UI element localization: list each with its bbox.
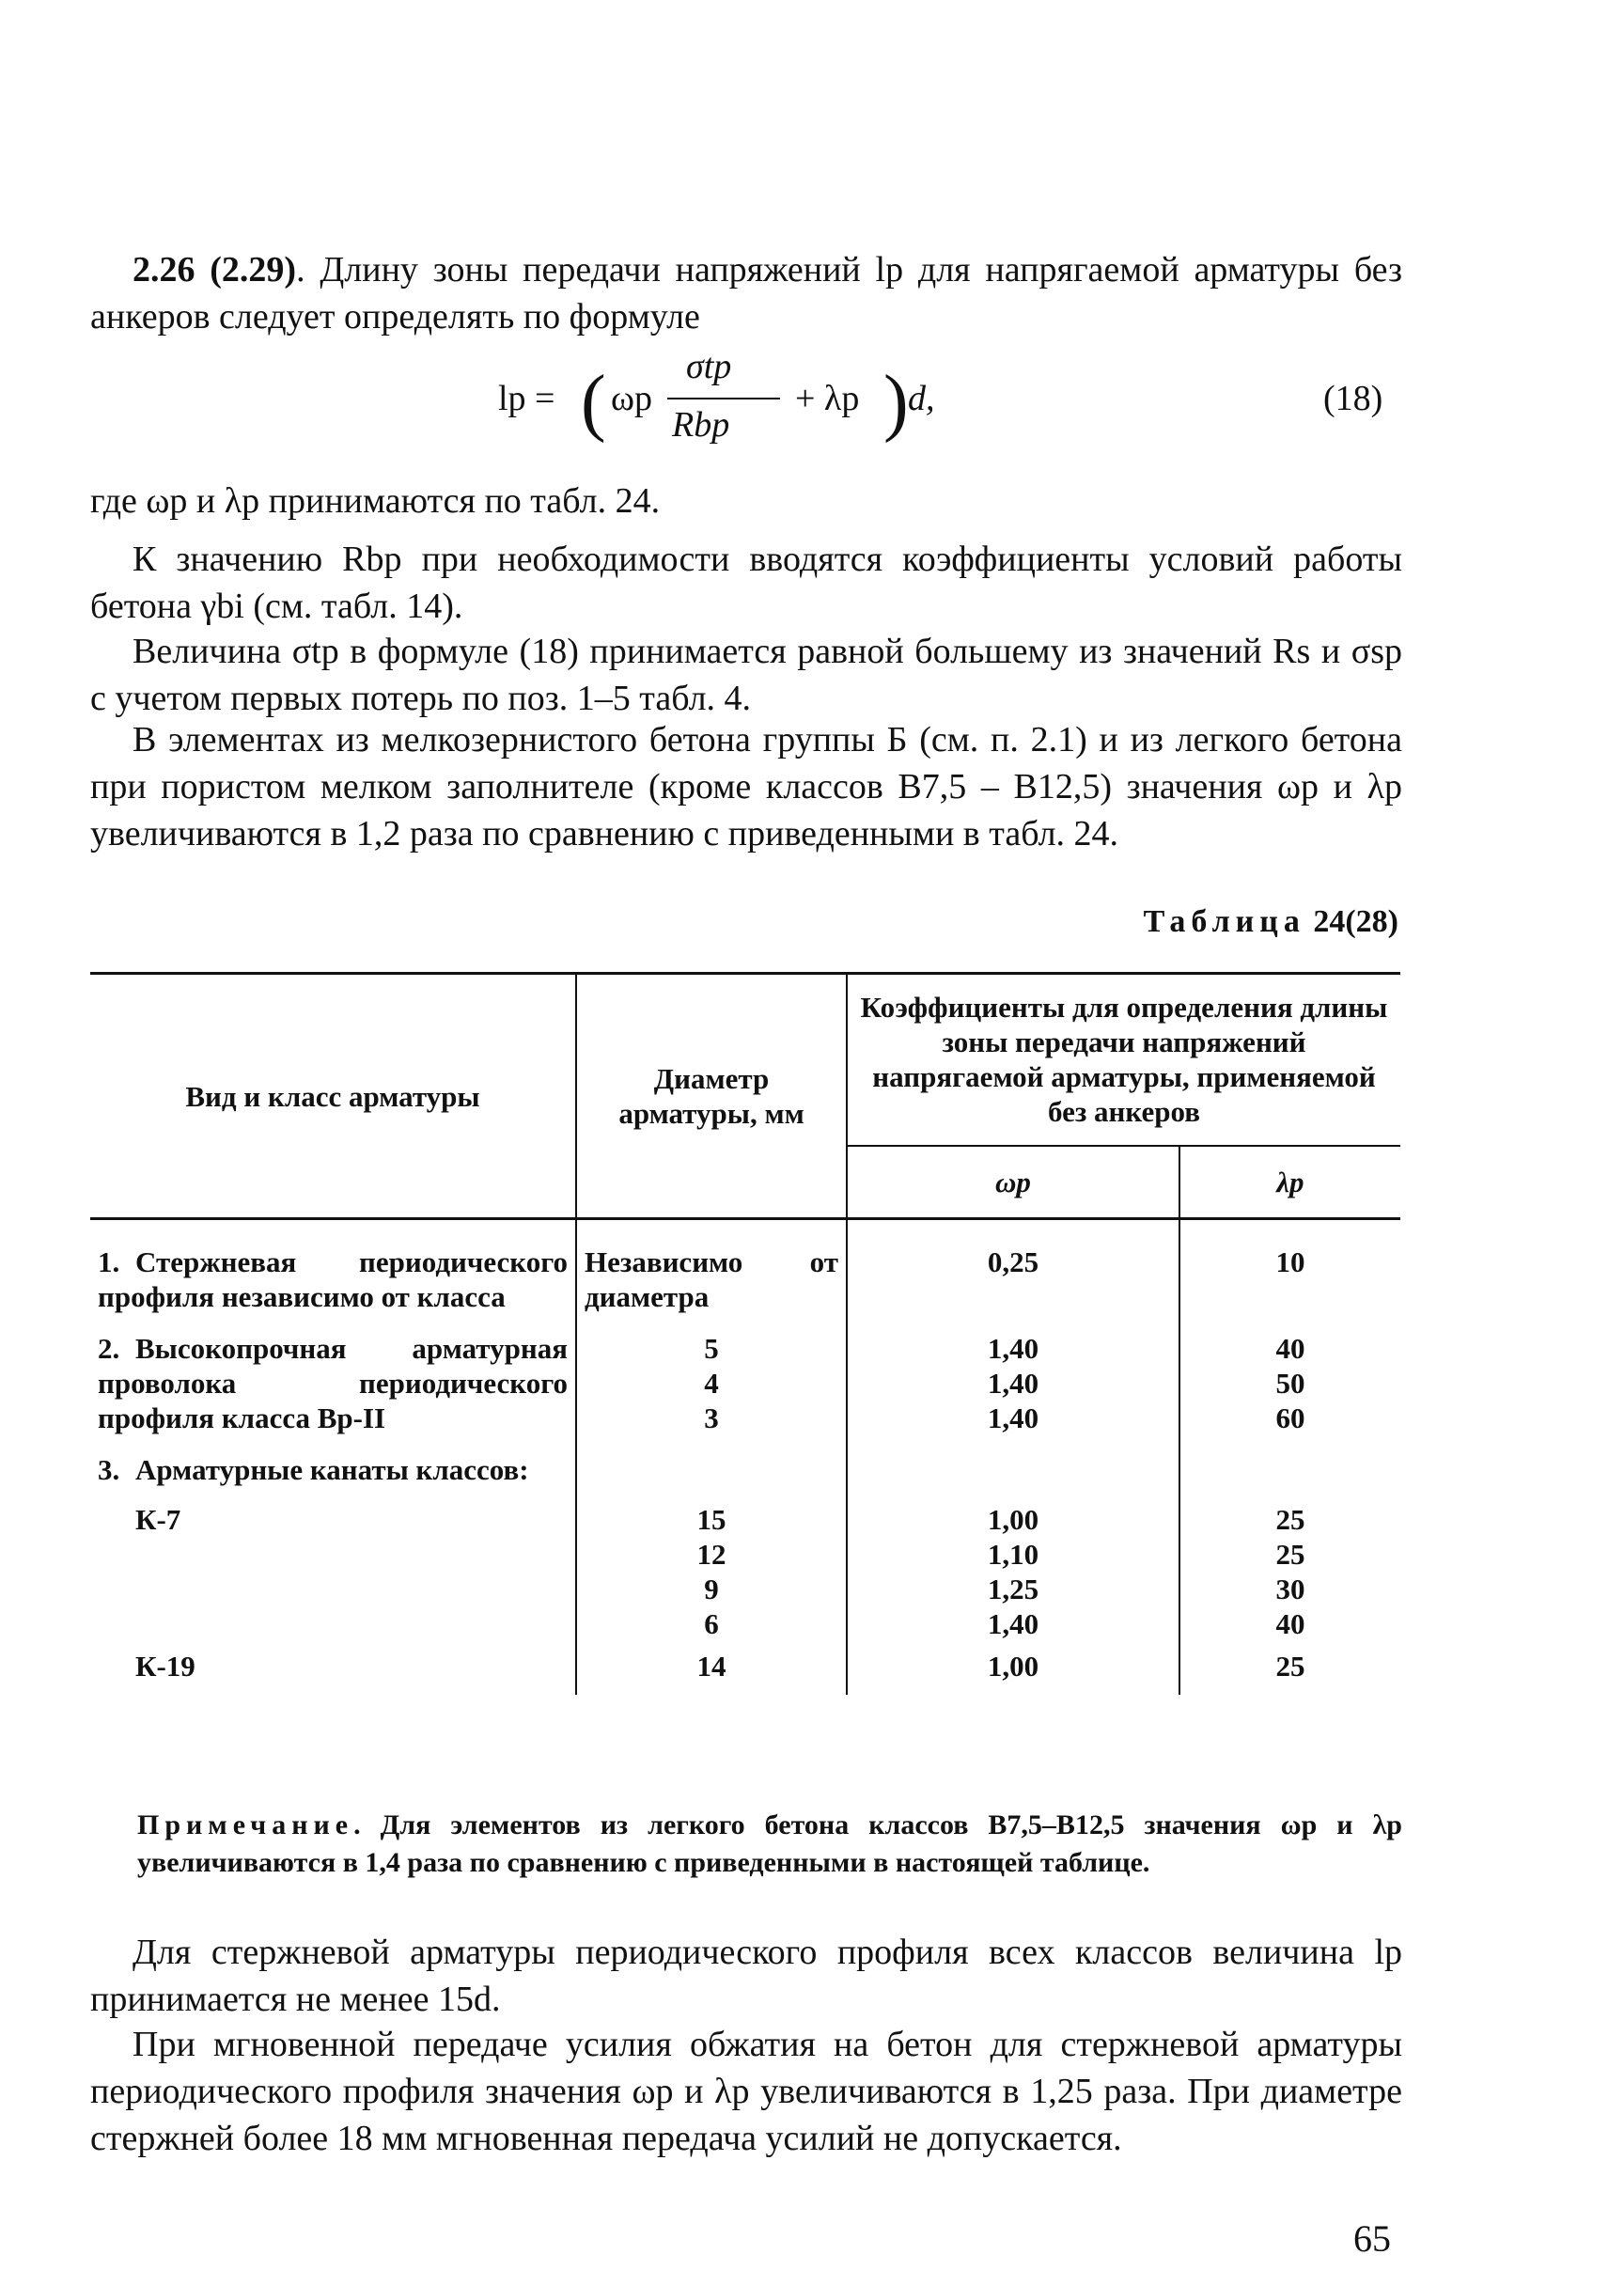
table-row (90, 1219, 1400, 1319)
header-omega: ωp (847, 1146, 1179, 1219)
row-lambda: 25 25 30 40 (1179, 1491, 1400, 1645)
table-row (90, 1318, 1400, 1439)
formula-lhs: lp = (498, 379, 555, 418)
formula-number: (18) (1323, 379, 1383, 418)
row-omega: 1,00 1,10 1,25 1,40 (847, 1491, 1179, 1645)
row-diameter: Независимо от диаметра (576, 1219, 847, 1319)
formula-right-paren: ) (883, 361, 909, 444)
table-row (90, 1645, 1400, 1695)
table-caption (1034, 904, 1398, 940)
table-caption-word: Таблица (1143, 904, 1305, 939)
row-type: 3. Арматурные канаты классов: (98, 1453, 529, 1486)
paragraph: Величина σtp в формуле (18) принимается равной большему из значений Rs и σsp с учетом первых потерь по поз. 1–5 табл. 4. (90, 632, 1402, 718)
coefficients-table (90, 972, 1400, 1695)
row-type: 2. Высокопрочная арматурная проволока периодического профиля класса Вр-II (98, 1332, 568, 1434)
table-note (137, 1807, 1402, 1882)
row-lambda: 25 (1179, 1645, 1400, 1695)
header-diameter: Диаметр арматуры, мм (576, 974, 847, 1219)
formula-numerator: σtp (686, 347, 732, 386)
table-row (90, 1439, 1400, 1491)
header-coefficients: Коэффициенты для определения длины зоны передачи напряжений напрягаемой арматуры, применяемой без анкеров (847, 974, 1400, 1146)
section-paragraph (90, 246, 1402, 340)
section-number: 2.26 (2.29) (133, 250, 297, 290)
note-text: . Для элементов из легкого бетона классов В7,5–В12,5 значения ωp и λp увеличиваются в 1,4 раза по сравнению с приведенными в настоящей таблице. (137, 1809, 1402, 1878)
header-lambda: λp (1179, 1146, 1400, 1219)
row-type: К-7 (135, 1503, 181, 1536)
row-lambda: 10 (1179, 1219, 1400, 1319)
section-intro: . Длину зоны передачи напряжений lp для напрягаемой арматуры без анкеров следует определять по формуле (90, 250, 1402, 337)
formula-denominator: Rbp (672, 405, 730, 445)
row-omega: 1,40 1,40 1,40 (847, 1318, 1179, 1439)
paragraph: В элементах из мелкозернистого бетона группы Б (см. п. 2.1) и из легкого бетона при пористом мелком заполнителе (кроме классов В7,5 – В12,5) значения ωp и λp увеличиваются в 1,2 раза по сравнению с приведенными в табл. 24. (90, 720, 1402, 853)
row-diameter: 5 4 3 (576, 1318, 847, 1439)
formula-lambda: + λp (795, 379, 860, 418)
table-row (90, 1491, 1400, 1645)
formula-18 (498, 346, 968, 487)
header-type: Вид и класс арматуры (90, 974, 576, 1219)
row-lambda (1179, 1439, 1400, 1491)
row-type: К-19 (135, 1650, 195, 1683)
formula-fraction-bar (667, 398, 780, 399)
paragraph: где ωp и λp принимаются по табл. 24. (90, 481, 661, 521)
page-number: 65 (1353, 2217, 1391, 2260)
row-omega: 1,00 (847, 1645, 1179, 1695)
row-omega (847, 1439, 1179, 1491)
formula-left-paren: ( (581, 361, 606, 444)
paragraph: К значению Rbp при необходимости вводятся коэффициенты условий работы бетона γbi (см. табл. 14). (90, 540, 1402, 626)
table-caption-number: 24(28) (1313, 904, 1398, 939)
row-omega: 0,25 (847, 1219, 1179, 1319)
row-diameter: 15 12 9 6 (576, 1491, 847, 1645)
row-lambda: 40 50 60 (1179, 1318, 1400, 1439)
paragraph: Для стержневой арматуры периодического профиля всех классов величина lp принимается не менее 15d. (90, 1933, 1402, 2019)
row-type: 1. Стержневая периодического профиля независимо от класса (98, 1245, 568, 1313)
note-label: Примечание (137, 1809, 354, 1840)
formula-tail: d, (908, 379, 935, 418)
row-diameter (576, 1439, 847, 1491)
row-diameter: 14 (576, 1645, 847, 1695)
formula-omega: ωp (611, 379, 653, 418)
paragraph: При мгновенной передаче усилия обжатия на бетон для стержневой арматуры периодического профиля значения ωp и λp увеличиваются в 1,25 раза. При диаметре стержней более 18 мм мгновенная передача усилий не допускается. (90, 2025, 1402, 2158)
